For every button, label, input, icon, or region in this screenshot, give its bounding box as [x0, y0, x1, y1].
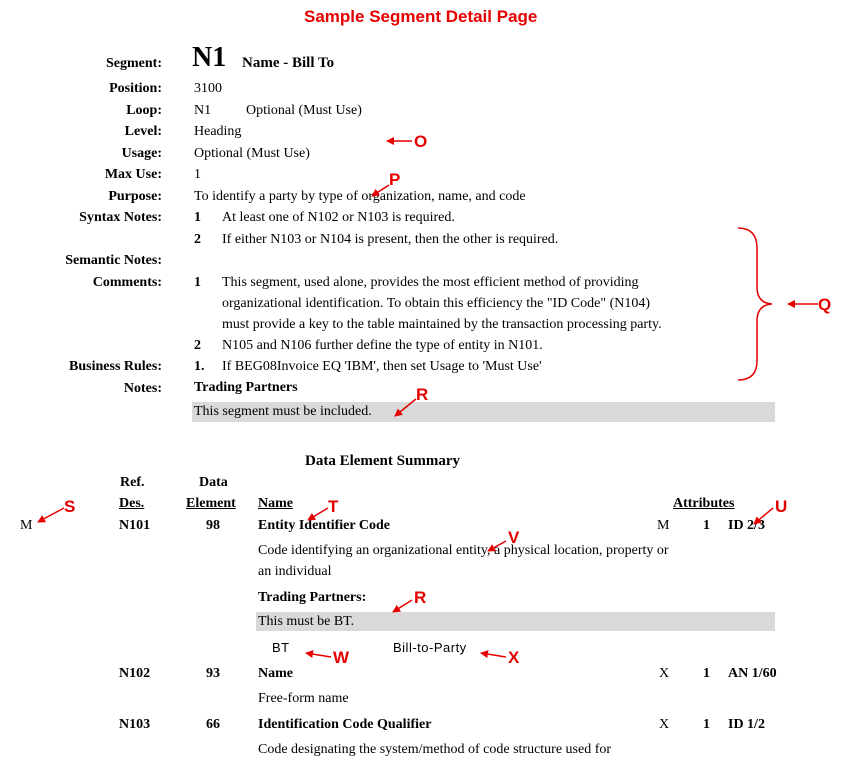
syntax-note-number: 1: [194, 210, 201, 225]
comment-line: This segment, used alone, provides the most efficient method of providing: [222, 275, 639, 290]
loop-usage: Optional (Must Use): [246, 103, 362, 118]
trading-partners-text: This must be BT.: [256, 612, 775, 631]
segment-name: Name - Bill To: [242, 55, 335, 71]
row-ref: N102: [119, 666, 151, 681]
label-max-use: Max Use:: [104, 167, 162, 182]
comment-line: must provide a key to the table maintained by the transaction processing party.: [222, 317, 662, 332]
arrow-p: [372, 185, 389, 196]
label-business-rules: Business Rules:: [69, 359, 162, 374]
callout-t: T: [328, 497, 339, 516]
trading-partners-heading: Trading Partners:: [258, 590, 367, 605]
callout-x: X: [508, 648, 520, 667]
header-data: Data: [199, 475, 228, 490]
callout-v: V: [508, 528, 520, 547]
row-repeat: 1: [703, 717, 710, 732]
q-brace: [738, 228, 772, 380]
label-syntax-notes: Syntax Notes:: [79, 210, 162, 225]
row-requirement: M: [657, 518, 670, 533]
notes-heading: Trading Partners: [194, 380, 298, 395]
mandatory-marker: M: [20, 518, 33, 533]
row-element: 66: [206, 717, 220, 732]
callout-s: S: [64, 497, 76, 516]
notes-text: This segment must be included.: [192, 402, 775, 422]
row-description: Code designating the system/method of code structure used for: [258, 742, 612, 757]
callout-o: O: [414, 132, 428, 151]
row-name: Identification Code Qualifier: [258, 717, 432, 732]
comment-line: organizational identification. To obtain this efficiency the "ID Code" (N104): [222, 296, 651, 311]
row-element: 98: [206, 518, 220, 533]
label-loop: Loop:: [126, 103, 162, 118]
row-description: an individual: [258, 564, 332, 579]
callout-q: Q: [818, 295, 832, 314]
syntax-note-number: 2: [194, 232, 201, 247]
header-name: Name: [258, 496, 293, 511]
max-use-value: 1: [194, 167, 201, 182]
row-element: 93: [206, 666, 220, 681]
callout-u: U: [775, 497, 788, 516]
loop-id: N1: [194, 103, 212, 118]
page-title: Sample Segment Detail Page: [304, 7, 538, 26]
row-description: Code identifying an organizational entity, a physical location, property or: [258, 543, 669, 558]
code-description: Bill-to-Party: [393, 640, 467, 655]
row-name: Entity Identifier Code: [258, 518, 390, 533]
level-value: Heading: [194, 124, 242, 139]
syntax-note-text: At least one of N102 or N103 is required.: [222, 210, 455, 225]
arrow-t: [308, 508, 328, 520]
segment-id: N1: [192, 42, 227, 73]
row-type: AN 1/60: [728, 666, 777, 681]
label-segment: Segment:: [106, 56, 162, 71]
row-repeat: 1: [703, 518, 710, 533]
row-requirement: X: [659, 666, 670, 681]
label-semantic-notes: Semantic Notes:: [65, 253, 162, 268]
comment-line: N105 and N106 further define the type of entity in N101.: [222, 338, 543, 353]
label-position: Position:: [109, 81, 162, 96]
arrow-s: [38, 508, 64, 522]
arrow-u: [754, 508, 773, 524]
syntax-note-text: If either N103 or N104 is present, then the other is required.: [222, 232, 559, 247]
arrow-r1: [395, 399, 416, 416]
position-value: 3100: [194, 81, 222, 96]
label-comments: Comments:: [92, 275, 162, 290]
header-des: Des.: [119, 496, 145, 511]
comment-number: 2: [194, 338, 201, 353]
arrow-w: [306, 653, 331, 657]
row-ref: N101: [119, 518, 151, 533]
row-ref: N103: [119, 717, 151, 732]
row-name: Name: [258, 666, 293, 681]
row-requirement: X: [659, 717, 670, 732]
business-rule-text: If BEG08Invoice EQ 'IBM', then set Usage to 'Must Use': [222, 359, 542, 374]
callout-w: W: [333, 648, 350, 667]
arrow-v: [488, 541, 506, 551]
business-rule-number: 1.: [194, 359, 205, 374]
row-type: ID 2/3: [728, 518, 765, 533]
row-repeat: 1: [703, 666, 710, 681]
header-attributes: Attributes: [673, 496, 735, 511]
label-purpose: Purpose:: [108, 189, 162, 204]
summary-title: Data Element Summary: [305, 453, 460, 469]
arrow-x: [481, 653, 506, 657]
row-description: Free-form name: [258, 691, 349, 706]
purpose-value: To identify a party by type of organization, name, and code: [194, 189, 526, 204]
header-element: Element: [186, 496, 236, 511]
label-usage: Usage:: [121, 146, 162, 161]
callout-r-notes: R: [416, 385, 429, 404]
header-ref: Ref.: [120, 475, 145, 490]
comment-number: 1: [194, 275, 201, 290]
code-value: BT: [272, 640, 290, 655]
usage-value: Optional (Must Use): [194, 146, 310, 161]
callout-p: P: [389, 170, 401, 189]
arrow-r2: [393, 600, 412, 612]
callout-r-trading: R: [414, 588, 427, 607]
label-level: Level:: [124, 124, 162, 139]
row-type: ID 1/2: [728, 717, 765, 732]
label-notes: Notes:: [123, 381, 162, 396]
